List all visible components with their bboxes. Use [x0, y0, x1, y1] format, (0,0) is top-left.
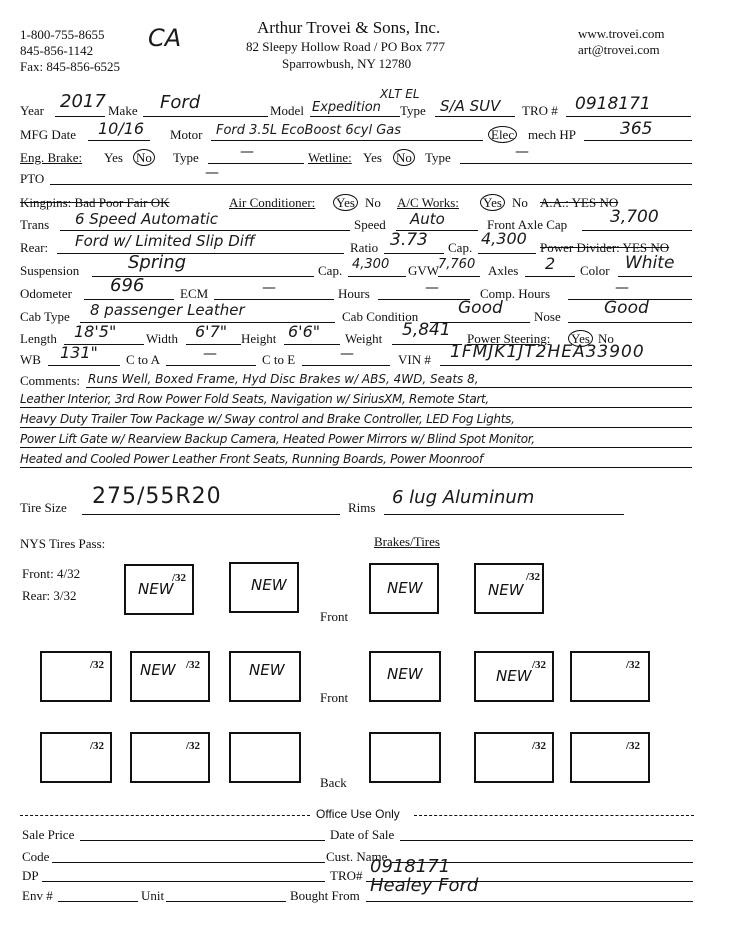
ecm-value: —: [262, 280, 276, 296]
rims-label: Rims: [348, 500, 376, 515]
bought-from-label: Bought From: [290, 888, 360, 903]
ac-no: No: [365, 195, 381, 210]
cab-type-label: Cab Type: [20, 309, 70, 324]
make-label: Make: [108, 103, 138, 118]
eng-brake-no: No: [133, 150, 155, 165]
address-line-2: Sparrowbush, NY 12780: [282, 56, 412, 71]
sale-price-label: Sale Price: [22, 827, 75, 842]
width-value: 6'7": [195, 322, 228, 341]
tire-size-label: Tire Size: [20, 500, 67, 515]
state-mark: CA: [148, 24, 182, 52]
tire-box: [229, 732, 301, 783]
height-label: Height: [241, 331, 277, 346]
eng-brake-yes: Yes: [104, 150, 123, 165]
susp-cap-label: Cap.: [318, 263, 343, 278]
comment-line: Heated and Cooled Power Leather Front Seats, Running Boards, Power Moonroof: [20, 452, 483, 466]
wetline-type-label: Type: [425, 150, 451, 165]
comp-hours-value: —: [615, 280, 629, 296]
model-trim: XLT EL: [380, 87, 420, 101]
tire-box: NEW: [229, 562, 299, 613]
address-line-1: 82 Sleepy Hollow Road / PO Box 777: [246, 39, 445, 54]
eng-brake-label: Eng. Brake:: [20, 150, 83, 165]
hours-value: —: [425, 280, 439, 296]
power-divider-label: Power Divider: YES NO: [540, 240, 670, 255]
tire-box: /32: [40, 651, 112, 702]
mech-hp-label: mech HP: [528, 127, 577, 142]
model-label: Model: [270, 103, 304, 118]
trans-label: Trans: [20, 217, 50, 232]
brakes-tires-label: Brakes/Tires: [374, 534, 440, 549]
gvw-value: 7,760: [438, 257, 476, 272]
hp-value: 365: [620, 119, 653, 139]
year-label: Year: [20, 103, 44, 118]
front-axle-cap-value: 3,700: [610, 207, 659, 227]
bought-from-value: Healey Ford: [370, 875, 479, 896]
tire-box: NEW: [229, 651, 301, 702]
ac-works-no: No: [512, 195, 528, 210]
website: www.trovei.com: [578, 26, 665, 41]
suspension-value: Spring: [128, 252, 187, 273]
office-use-label: Office Use Only: [316, 807, 400, 821]
tire-box: /32: [570, 732, 650, 783]
axles-label: Axles: [488, 263, 519, 278]
air-conditioner-label: Air Conditioner:: [229, 195, 316, 210]
wetline-yes: Yes: [363, 150, 382, 165]
cust-name-label: Cust. Name: [326, 849, 388, 864]
front-spec: Front: 4/32: [22, 566, 81, 581]
weight-value: 5,841: [402, 320, 451, 340]
wb-label: WB: [20, 352, 41, 367]
susp-cap-value: 4,300: [352, 257, 390, 272]
wetline-type-value: —: [515, 144, 529, 160]
kingpins-label: Kingpins: Bad Poor Fair OK: [20, 195, 170, 210]
comment-line: Heavy Duty Trailer Tow Package w/ Sway control and Brake Controller, LED Fog Lights,: [20, 412, 515, 426]
height-value: 6'6": [288, 322, 321, 341]
rims-value: 6 lug Aluminum: [392, 487, 535, 508]
fax: Fax: 845-856-6525: [20, 59, 121, 74]
vin-value: 1FMJK1JT2HEA33900: [450, 342, 645, 362]
odometer-label: Odometer: [20, 286, 72, 301]
tro-label: TRO #: [522, 103, 558, 118]
make-value: Ford: [160, 92, 201, 113]
ratio-value: 3.73: [390, 230, 428, 250]
wetline-label: Wetline:: [308, 150, 352, 165]
tire-box: NEW /32: [130, 651, 210, 702]
phone: 1-800-755-8655: [20, 27, 105, 42]
c-to-e-value: —: [340, 346, 354, 362]
rear-value: Ford w/ Limited Slip Diff: [75, 232, 255, 250]
ps-no: No: [598, 331, 614, 346]
tire-box: /32: [40, 732, 112, 783]
company-name: Arthur Trovei & Sons, Inc.: [257, 18, 441, 37]
front-label: Front: [320, 690, 349, 705]
rear-spec: Rear: 3/32: [22, 588, 77, 603]
tire-box: NEW /32: [124, 564, 194, 615]
c-to-a-value: —: [203, 346, 217, 362]
tire-box: [369, 732, 441, 783]
model-value: Expedition: [312, 100, 381, 115]
type-label: Type: [400, 103, 426, 118]
tire-size-value: 275/55R20: [92, 484, 222, 509]
comment-line: Leather Interior, 3rd Row Power Fold Seats, Navigation w/ SiriusXM, Remote Start,: [20, 392, 489, 406]
length-label: Length: [20, 331, 57, 346]
tro2-label: TRO#: [330, 868, 363, 883]
comments-label: Comments:: [20, 373, 80, 388]
mfg-date-value: 10/16: [98, 119, 145, 138]
rear-cap-label: Cap.: [448, 240, 473, 255]
trans-value: 6 Speed Automatic: [75, 210, 219, 228]
mfg-date-label: MFG Date: [20, 127, 76, 142]
tire-box: NEW /32: [474, 563, 544, 614]
comment-line: Power Lift Gate w/ Rearview Backup Camera, Heated Power Mirrors w/ Blind Spot Monitor,: [20, 432, 535, 446]
nys-tires-label: NYS Tires Pass:: [20, 536, 106, 551]
date-of-sale-label: Date of Sale: [330, 827, 395, 842]
motor-label: Motor: [170, 127, 203, 142]
aa-label: A.A.: YES NO: [540, 195, 619, 210]
tire-box: /32: [570, 651, 650, 702]
phone2: 845-856-1142: [20, 43, 94, 58]
width-label: Width: [146, 331, 178, 346]
env-label: Env #: [22, 888, 53, 903]
ps-yes: Yes: [568, 331, 593, 346]
eng-brake-type-label: Type: [173, 150, 199, 165]
vin-label: VIN #: [398, 352, 431, 367]
elec-label: Elec: [488, 127, 517, 142]
tire-box: NEW /32: [474, 651, 554, 702]
tire-box: NEW: [369, 651, 441, 702]
weight-label: Weight: [345, 331, 383, 346]
ac-yes: Yes: [333, 195, 358, 210]
cab-condition-value: Good: [458, 298, 503, 318]
power-steering-label: Power Steering:: [467, 331, 551, 346]
tire-box: /32: [474, 732, 554, 783]
c-to-e-label: C to E: [262, 352, 296, 367]
rear-label: Rear:: [20, 240, 49, 255]
pto-label: PTO: [20, 171, 45, 186]
front-axle-cap-label: Front Axle Cap: [487, 217, 568, 232]
c-to-a-label: C to A: [126, 352, 160, 367]
wetline-no: No: [393, 150, 415, 165]
gvw-label: GVW: [408, 263, 440, 278]
motor-value: Ford 3.5L EcoBoost 6cyl Gas: [216, 123, 402, 138]
ratio-label: Ratio: [350, 240, 379, 255]
ecm-label: ECM: [180, 286, 209, 301]
dp-label: DP: [22, 868, 39, 883]
odometer-value: 696: [110, 275, 145, 296]
nose-label: Nose: [534, 309, 561, 324]
color-value: White: [625, 253, 675, 273]
cab-type-value: 8 passenger Leather: [90, 301, 245, 319]
tire-box: NEW: [369, 563, 439, 614]
code-label: Code: [22, 849, 50, 864]
year-value: 2017: [60, 91, 106, 112]
pto-value: —: [205, 165, 219, 181]
ac-works-yes: Yes: [480, 195, 505, 210]
rear-cap-value: 4,300: [481, 229, 527, 248]
axles-value: 2: [545, 254, 556, 273]
tro-value: 0918171: [575, 94, 651, 114]
speed-label: Speed: [354, 217, 386, 232]
eng-brake-type-value: —: [240, 144, 254, 160]
type-value: S/A SUV: [440, 97, 501, 115]
email: art@trovei.com: [578, 42, 660, 57]
suspension-label: Suspension: [20, 263, 80, 278]
back-label: Back: [320, 775, 347, 790]
hours-label: Hours: [338, 286, 370, 301]
unit-label: Unit: [141, 888, 165, 903]
front-label: Front: [320, 609, 349, 624]
nose-value: Good: [604, 298, 649, 318]
ac-works-label: A/C Works:: [397, 195, 459, 210]
color-label: Color: [580, 263, 610, 278]
length-value: 18'5": [74, 322, 117, 341]
comp-hours-label: Comp. Hours: [480, 286, 551, 301]
tro2-value: 0918171: [370, 856, 451, 877]
tire-box: /32: [130, 732, 210, 783]
wb-value: 131": [60, 343, 98, 362]
speed-value: Auto: [410, 210, 445, 228]
cab-condition-label: Cab Condition: [342, 309, 419, 324]
comment-line: Runs Well, Boxed Frame, Hyd Disc Brakes w/ ABS, 4WD, Seats 8,: [88, 372, 479, 386]
